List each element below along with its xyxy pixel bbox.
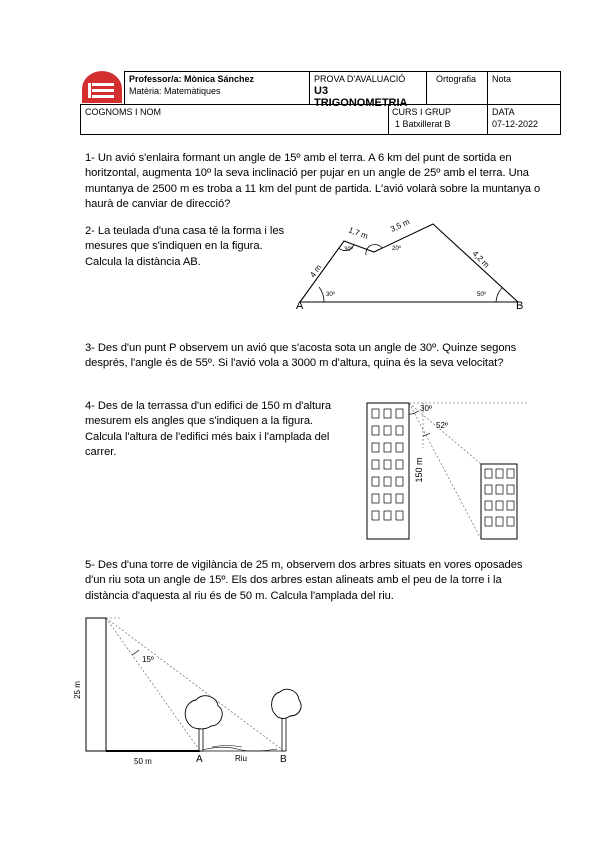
river-label: Riu — [235, 754, 248, 763]
spelling-cell — [426, 71, 488, 105]
buildings-angle-bottom: 52º — [436, 421, 448, 430]
grade-label: Nota — [492, 74, 512, 84]
roof-point-b: B — [516, 300, 524, 312]
roof-point-a: A — [296, 300, 304, 312]
exam-header — [80, 71, 561, 135]
teacher-cell — [124, 71, 310, 105]
tower-angle-label: 15º — [142, 655, 154, 664]
roof-side-right: 4,2 m — [470, 249, 492, 270]
buildings-figure — [360, 398, 530, 544]
tower-point-a: A — [196, 754, 203, 765]
grade-cell — [487, 71, 561, 105]
roof-angle-b: 50º — [477, 292, 486, 298]
course-label: CURS I GRUP — [392, 107, 452, 117]
course-cell — [388, 104, 488, 135]
tower-distance-label: 50 m — [134, 757, 152, 766]
roof-angle-a: 30º — [326, 292, 335, 298]
question-4: 4- Des de la terrassa d'un edifici de 150 m d'altura mesurem els angles que s'indiquen a la figura. Calcula l'altura de l'edifici més baix i l'amplada del carrer. — [85, 400, 332, 458]
date-cell — [487, 104, 561, 135]
question-1: 1- Un avió s'enlaira formant un angle de 15º amb el terra. A 6 km del punt de sortida en horitzontal, augmenta 10º la seva inclinació per pujar en un angle de 25º amb el terra. Una muntanya de 2500 m es troba a 11 km del punt de partida. L'avió volarà sobre la muntanya o haurà de canviar de direcció? — [85, 152, 541, 210]
question-2: 2- La teulada d'una casa té la forma i les mesures que s'indiquen en la figura. Calcula la distància AB. — [85, 225, 285, 268]
roof-figure — [292, 214, 532, 314]
roof-side-left: 4 m — [308, 263, 324, 280]
spelling-label: Ortografia — [436, 74, 477, 84]
buildings-height-label: 150 m — [414, 457, 424, 483]
exam-title-cell — [309, 71, 427, 109]
roof-angle-p1: 30º — [344, 247, 353, 253]
roof-side-mid1: 1,7 m — [347, 225, 370, 241]
buildings-angle-top: 30º — [420, 404, 432, 413]
exam-type: PROVA D'AVALUACIÓ — [314, 74, 406, 84]
question-5: 5- Des d'una torre de vigilància de 25 m, observem dos arbres situats en vores oposades d'un riu sota un angle de 15º. Els dos arbres estan alineats amb el peu de la torre i la distància d'aquesta al riu és de 50 m. Calcula l'amplada del riu. — [85, 559, 523, 602]
tower-height-label: 25 m — [73, 681, 82, 699]
teacher-name: Professor/a: Mònica Sánchez — [129, 74, 255, 84]
school-logo-icon — [80, 71, 124, 105]
subject-name: Matèria: Matemàtiques — [129, 86, 221, 96]
exam-title: U3 TRIGONOMETRIA — [314, 85, 408, 109]
question-3: 3- Des d'un punt P observem un avió que s'acosta sota un angle de 30º. Quinze segons després, l'angle és de 55º. Si l'avió vola a 3000 m d'altura, quina és la seva velocitat? — [85, 342, 517, 370]
roof-angle-p2: 20º — [392, 246, 401, 252]
names-cell — [80, 104, 389, 135]
course-value: 1 Batxillerat B — [395, 119, 451, 129]
tower-figure — [72, 610, 302, 768]
tower-point-b: B — [280, 754, 287, 765]
names-label: COGNOMS I NOM — [85, 107, 161, 117]
date-label: DATA — [492, 107, 515, 117]
roof-side-mid2: 3,5 m — [389, 217, 411, 234]
date-value: 07-12-2022 — [492, 119, 539, 129]
